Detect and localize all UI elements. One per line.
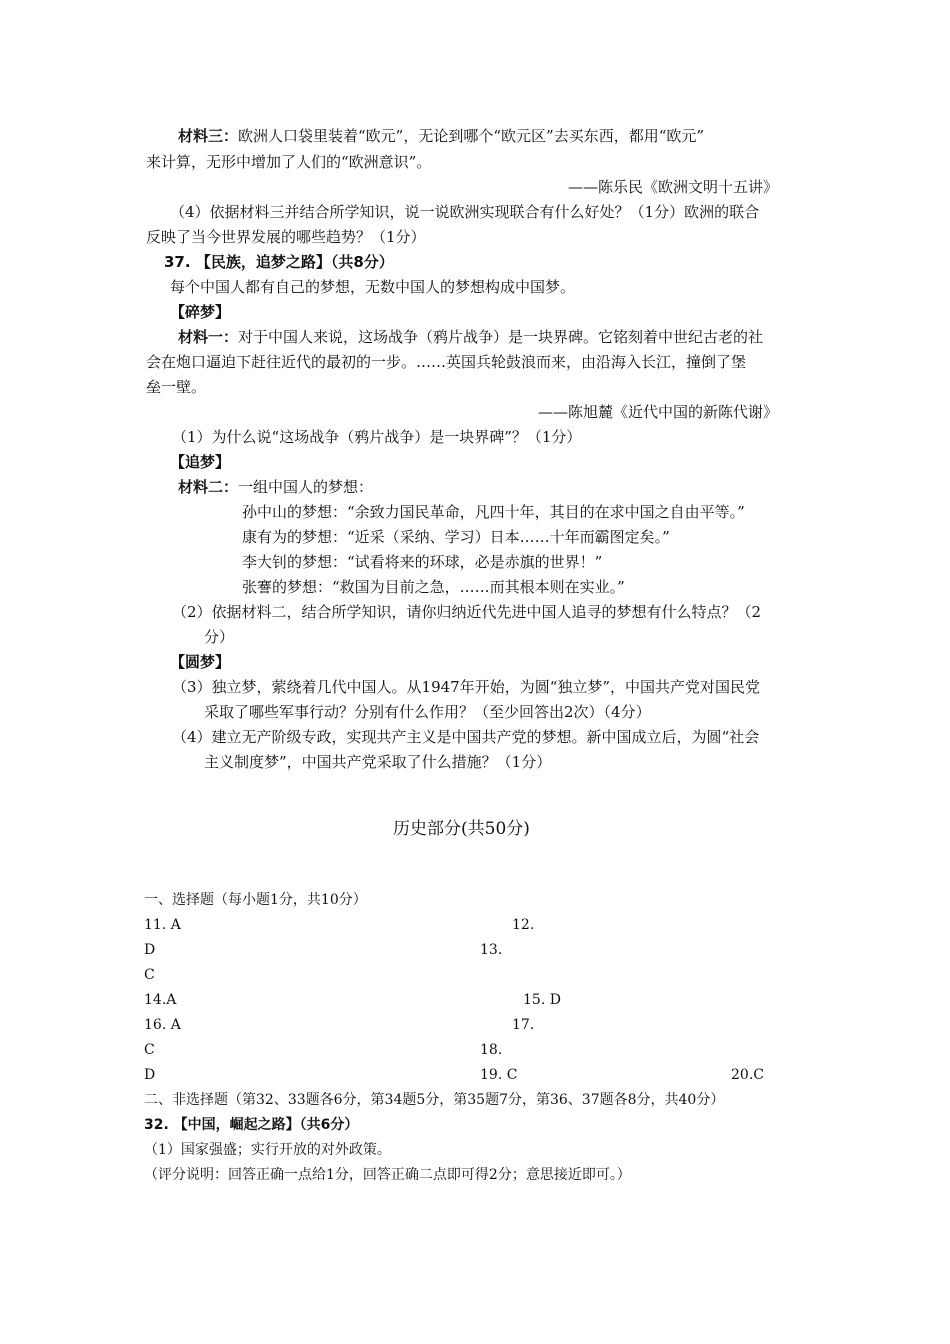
dream-li-dazhao: 李大钊的梦想：“试看将来的环球，必是赤旗的世界！” [242,553,603,571]
section-zhuimeng: 【追梦】 [170,453,231,471]
answer-13: 13. [480,942,503,958]
answer-15: 15. D [523,992,561,1008]
material1-line2: 会在炮口逼迫下赶往近代的最初的一步。……英国兵轮鼓浪而来，由沿海入长江，撞倒了堡 [146,353,747,371]
answer-32-heading: 32. 【中国，崛起之路】（共6分） [144,1117,359,1133]
answer-32-note: （评分说明：回答正确一点给1分，回答正确二点即可得2分；意思接近即可。） [144,1167,631,1183]
q37-3-line1: （3）独立梦，萦绕着几代中国人。从1947年开始，为圆“独立梦”，中国共产党对国民党 [172,678,761,696]
answer-19: 19. C [480,1067,518,1083]
answer-18-value: D [144,1067,156,1083]
section-suimeng: 【碎梦】 [170,303,231,321]
answer-18: 18. [480,1042,503,1058]
material1-source: ——陈旭麓《近代中国的新陈代谢》 [538,403,779,421]
q37-2-line1: （2）依据材料二，结合所学知识，请你归纳近代先进中国人追寻的梦想有什么特点？（2 [172,603,762,621]
material3-label: 材料三： [178,127,239,145]
material1-line3: 垒一壁。 [146,378,207,396]
q36-4-line1: （4）依据材料三并结合所学知识，说一说欧洲实现联合有什么好处？（1分）欧洲的联合 [170,203,760,221]
material1-text1: 对于中国人来说，这场战争（鸦片战争）是一块界碑。它铭刻着中世纪古老的社 [238,328,764,346]
answer-13-value: C [144,967,155,983]
answers-part1-heading: 一、选择题（每小题1分，共10分） [144,892,367,908]
material3-line2: 来计算，无形中增加了人们的“欧洲意识”。 [146,153,432,171]
q37-heading-text: 【民族，追梦之路】（共8分） [195,253,394,271]
material3-source: ——陈乐民《欧洲文明十五讲》 [568,178,779,196]
dream-zhang-jian: 张謇的梦想：“救国为目前之急，……而其根本则在实业。” [242,578,625,596]
material2-line [178,476,373,498]
dream-kang-youwei: 康有为的梦想：“近采（采纳、学习）日本……十年而霸图定矣。” [242,528,670,546]
answer-16: 16. A [144,1017,181,1033]
material1-line1 [178,326,763,348]
dream-sun-zhongshan: 孙中山的梦想：“余致力国民革命，凡四十年，其目的在求中国之自由平等。” [242,503,745,521]
q37-4-line2: 主义制度梦”，中国共产党采取了什么措施？（1分） [204,753,552,771]
q37-1: （1）为什么说“这场战争（鸦片战争）是一块界碑”？（1分） [172,428,582,446]
q37-number: 37. [164,253,191,271]
answer-11: 11. A [144,917,181,933]
answer-14: 14.A [144,992,177,1008]
q37-3-line2: 采取了哪些军事行动？分别有什么作用？（至少回答出2次）（4分） [204,703,651,721]
q37-intro: 每个中国人都有自己的梦想，无数中国人的梦想构成中国梦。 [170,278,576,296]
q37-2-line2: 分） [204,628,235,646]
answer-20: 20.C [731,1067,764,1083]
answer-12-value: D [144,942,156,958]
material3-text1: 欧洲人口袋里装着“欧元”，无论到哪个“欧元区”去买东西，都用“欧元” [238,127,705,145]
material3-line1 [178,125,704,147]
answer-12: 12. [512,917,535,933]
answer-17: 17. [512,1017,535,1033]
material2-label: 材料二： [178,478,239,496]
q37-4-line1: （4）建立无产阶级专政，实现共产主义是中国共产党的梦想。新中国成立后，为圆“社会 [172,728,760,746]
material2-intro: 一组中国人的梦想： [238,478,374,496]
q37-heading [164,251,394,273]
answer-17-value: C [144,1042,155,1058]
material1-label: 材料一： [178,328,239,346]
q36-4-line2: 反映了当今世界发展的哪些趋势？（1分） [146,228,426,246]
answer-32-1: （1）国家强盛；实行开放的对外政策。 [144,1142,391,1158]
section-yuanmeng: 【圆梦】 [170,653,231,671]
answers-title: 历史部分(共50分) [393,819,530,839]
answers-part2-heading: 二、非选择题（第32、33题各6分，第34题5分，第35题7分，第36、37题各8分，共40分） [144,1092,725,1108]
